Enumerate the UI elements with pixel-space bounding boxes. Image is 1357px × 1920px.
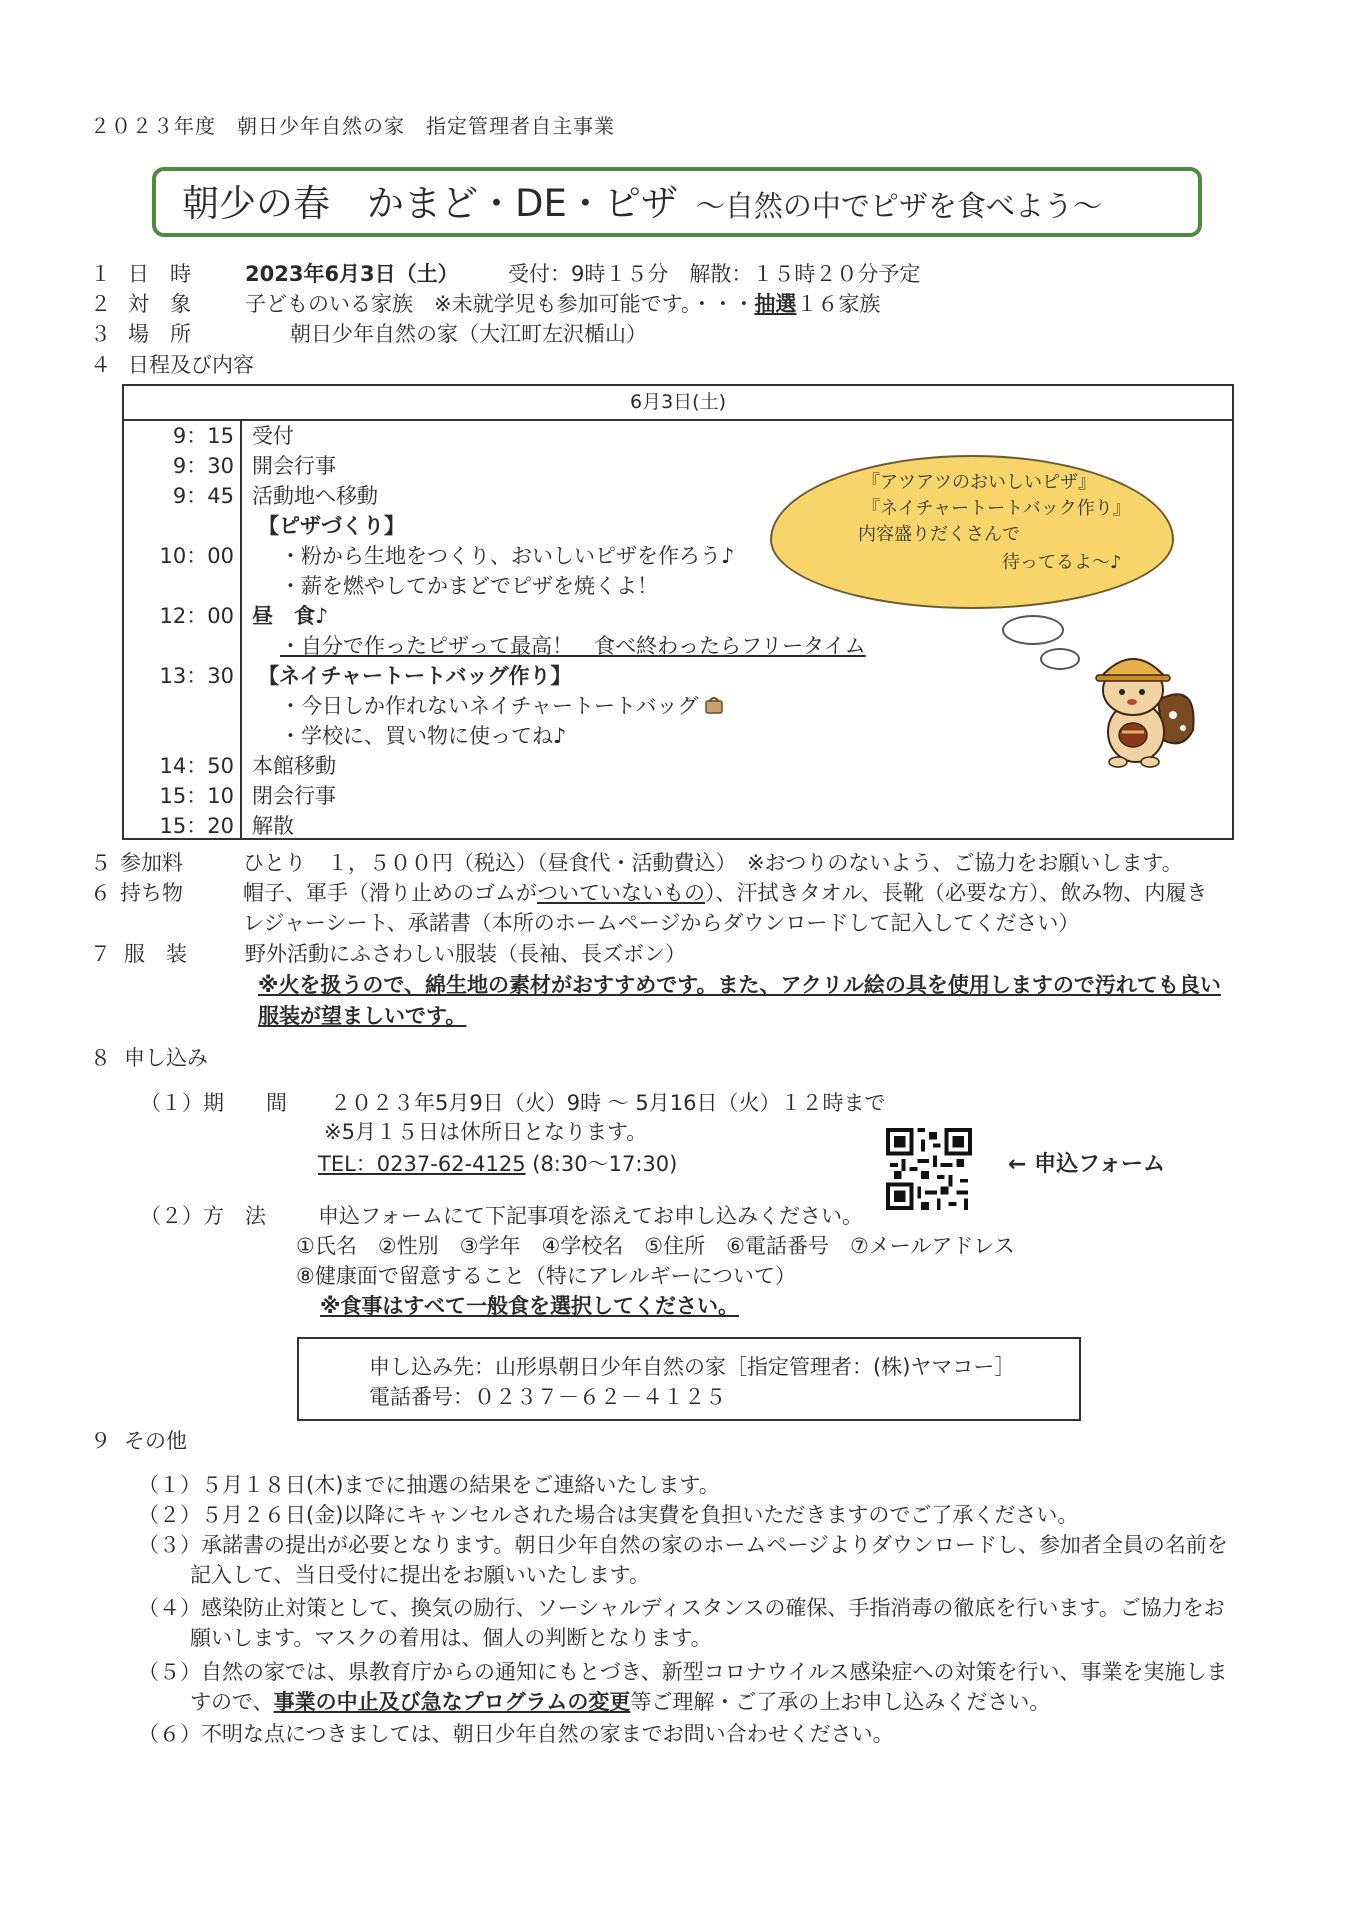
schedule-line: 受付 (252, 424, 294, 448)
cloud-line: 待ってるよ～♪ (1002, 552, 1122, 573)
note-3: （３）承諾書の提出が必要となります。朝日少年自然の家のホームページよりダウンロードし、参加者全員の名前を (138, 1533, 1228, 1557)
title-main-text: 朝少の春 かまど・DE・ピザ (182, 182, 678, 225)
item-5-label: 参加料 (120, 851, 183, 875)
note-6: （６）不明な点につきましては、朝日少年自然の家までお問い合わせください。 (138, 1722, 894, 1746)
schedule-line: ・粉から生地をつくり、おいしいピザを作ろう♪ (280, 544, 735, 568)
item-9-label: その他 (124, 1429, 187, 1453)
method-value: 申込フォームにて下記事項を添えてお申し込みください。 (318, 1204, 863, 1228)
qr-code[interactable] (885, 1128, 973, 1210)
item-4-num: ４ (90, 353, 111, 377)
clothing-note-2: 服装が望ましいです。 (258, 1004, 467, 1028)
schedule-time: 14：50 (159, 754, 234, 778)
holiday-note: ※5月１５日は休所日となります。 (324, 1120, 648, 1144)
schedule-lunch: 昼 食♪ (252, 604, 329, 628)
fiscal-year-header: ２０２３年度 朝日少年自然の家 指定管理者自主事業 (90, 114, 615, 138)
item-3-num: ３ (90, 322, 111, 346)
item-6-num: ６ (90, 881, 111, 905)
note-4-cont: 願いします。マスクの着用は、個人の判断となります。 (190, 1626, 712, 1650)
belongings-text: ）、汗拭きタオル、長靴（必要な方）、飲み物、内履き (705, 881, 1208, 905)
item-2-num: ２ (90, 292, 111, 316)
schedule-line: 解散 (252, 814, 294, 838)
schedule-date-header: 6月3日(土) (124, 386, 1232, 421)
note-5: （５）自然の家では、県教育庁からの通知にもとづき、新型コロナウイルス感染症への対策を行い、事業を実施しま (138, 1660, 1228, 1684)
item-3-label: 場 所 (128, 322, 191, 346)
note-5-text: 等ご理解・ご了承の上お申し込みください。 (630, 1690, 1051, 1714)
item-1-label: 日 時 (128, 262, 191, 286)
schedule-heading-pizza: 【ピザづくり】 (258, 514, 405, 538)
fee-value: ひとり １，５００円（税込）（昼食代・活動費込） ※おつりのないよう、ご協力をお願いします。 (243, 851, 1183, 875)
venue-value: 朝日少年自然の家（大江町左沢楯山） (290, 322, 647, 346)
note-1: （１）５月１８日(木)までに抽選の結果をご連絡いたします。 (138, 1473, 720, 1497)
target-value (245, 290, 880, 318)
tote-text: ・今日しか作れないネイチャートートバッグ (280, 694, 699, 718)
item-8-label: 申し込み (124, 1046, 208, 1070)
cloud-line: 『アツアツのおいしいピザ』 (862, 472, 1096, 493)
contact-address: 申し込み先：山形県朝日少年自然の家［指定管理者：(株)ヤマコー］ (369, 1355, 1016, 1379)
page-title (182, 183, 1102, 227)
schedule-line: 開会行事 (252, 454, 336, 478)
schedule-line (280, 692, 725, 722)
belongings-line-2: レジャーシート、承諾書（本所のホームページからダウンロードして記入してください） (243, 911, 1080, 935)
thought-bubble (1040, 648, 1080, 670)
family-count: １６家族 (796, 292, 881, 316)
note-3-cont: 記入して、当日受付に提出をお願いいたします。 (190, 1563, 650, 1587)
belongings-text: 帽子、軍手（滑り止めのゴムが (243, 881, 537, 905)
lottery-word: 抽選 (754, 292, 797, 316)
schedule-line: ・学校に、買い物に使ってね♪ (280, 724, 567, 748)
schedule-line: 本館移動 (252, 754, 336, 778)
note-4: （４）感染防止対策として、換気の励行、ソーシャルディスタンスの確保、手指消毒の徹底を行います。ご協力をお (138, 1596, 1225, 1620)
schedule-time: 13：30 (159, 664, 234, 688)
phone-number[interactable]: TEL：0237-62-4125 (318, 1152, 526, 1176)
note-2: （２）５月２６日(金)以降にキャンセルされた場合は実費を負担いただきますのでご了承ください。 (138, 1503, 1079, 1527)
bag-icon (703, 693, 725, 722)
method-label: （２）方 法 (140, 1204, 266, 1228)
belongings-line-1 (243, 879, 1207, 907)
schedule-time: 9：30 (172, 454, 234, 478)
item-7-num: ７ (90, 942, 111, 966)
clothing-value: 野外活動にふさわしい服装（長袖、長ズボン） (245, 942, 686, 966)
schedule-line: ・自分で作ったピザって最高！ 食べ終わったらフリータイム (280, 634, 866, 658)
title-subtitle: ～自然の中でピザを食べよう～ (695, 189, 1102, 223)
item-6-label: 持ち物 (120, 881, 183, 905)
schedule-table (122, 384, 1234, 840)
schedule-heading-tote: 【ネイチャートートバッグ作り】 (258, 664, 572, 688)
form-link-label: ← 申込フォーム (1008, 1152, 1165, 1177)
clothing-note-1: ※火を扱うので、綿生地の素材がおすすめです。また、アクリル絵の具を使用しますので汚れても良い (258, 973, 1221, 997)
squirrel-mascot (1078, 640, 1208, 770)
phone-line (318, 1150, 677, 1178)
schedule-line: 閉会行事 (252, 784, 336, 808)
note-5-text: すので、 (190, 1690, 274, 1714)
period-value: ２０２３年5月9日（火）9時 ～ 5月16日（火）１２時まで (330, 1091, 886, 1115)
title-box (152, 167, 1202, 237)
item-5-num: ５ (90, 851, 111, 875)
schedule-line: 活動地へ移動 (252, 484, 378, 508)
schedule-time: 9：15 (172, 424, 234, 448)
target-text: 子どものいる家族 ※未就学児も参加可能です。・・・ (245, 292, 755, 316)
period-label: （１）期 間 (140, 1091, 287, 1115)
item-8-num: ８ (90, 1046, 111, 1070)
cloud-line: 『ネイチャートートバック作り』 (862, 498, 1131, 519)
contact-phone: 電話番号：０２３７－６２－４１２５ (369, 1385, 726, 1409)
item-9-num: ９ (90, 1429, 111, 1453)
item-7-label: 服 装 (124, 942, 187, 966)
item-1-num: １ (90, 262, 111, 286)
schedule-time: 9：45 (172, 484, 234, 508)
schedule-divider (240, 419, 242, 838)
schedule-time: 12：00 (159, 604, 234, 628)
meal-note: ※食事はすべて一般食を選択してください。 (320, 1294, 739, 1318)
item-4-label: 日程及び内容 (128, 353, 254, 377)
phone-hours: (8:30～17:30) (532, 1152, 678, 1176)
schedule-time: 15：20 (159, 814, 234, 838)
belongings-emphasis: ついていないもの (537, 881, 705, 905)
cloud-line: 内容盛りだくさんで (858, 524, 1020, 545)
schedule-time: 15：10 (159, 784, 234, 808)
note-5-cont (190, 1688, 1050, 1716)
health-field: ⑧健康面で留意すること（特にアレルギーについて） (296, 1264, 797, 1288)
schedule-line: ・薪を燃やしてかまどでピザを焼くよ！ (280, 574, 658, 598)
note-5-emphasis: 事業の中止及び急なプログラムの変更 (273, 1690, 631, 1714)
required-fields: ①氏名 ②性別 ③学年 ④学校名 ⑤住所 ⑥電話番号 ⑦メールアドレス (296, 1234, 1015, 1258)
contact-box (297, 1337, 1081, 1421)
schedule-time: 10：00 (159, 544, 234, 568)
item-2-label: 対 象 (128, 292, 191, 316)
event-times: 受付：9時１５分 解散：１５時２０分予定 (508, 262, 921, 286)
event-date: 2023年6月3日（土） (245, 262, 459, 286)
thought-bubble (1002, 615, 1064, 645)
